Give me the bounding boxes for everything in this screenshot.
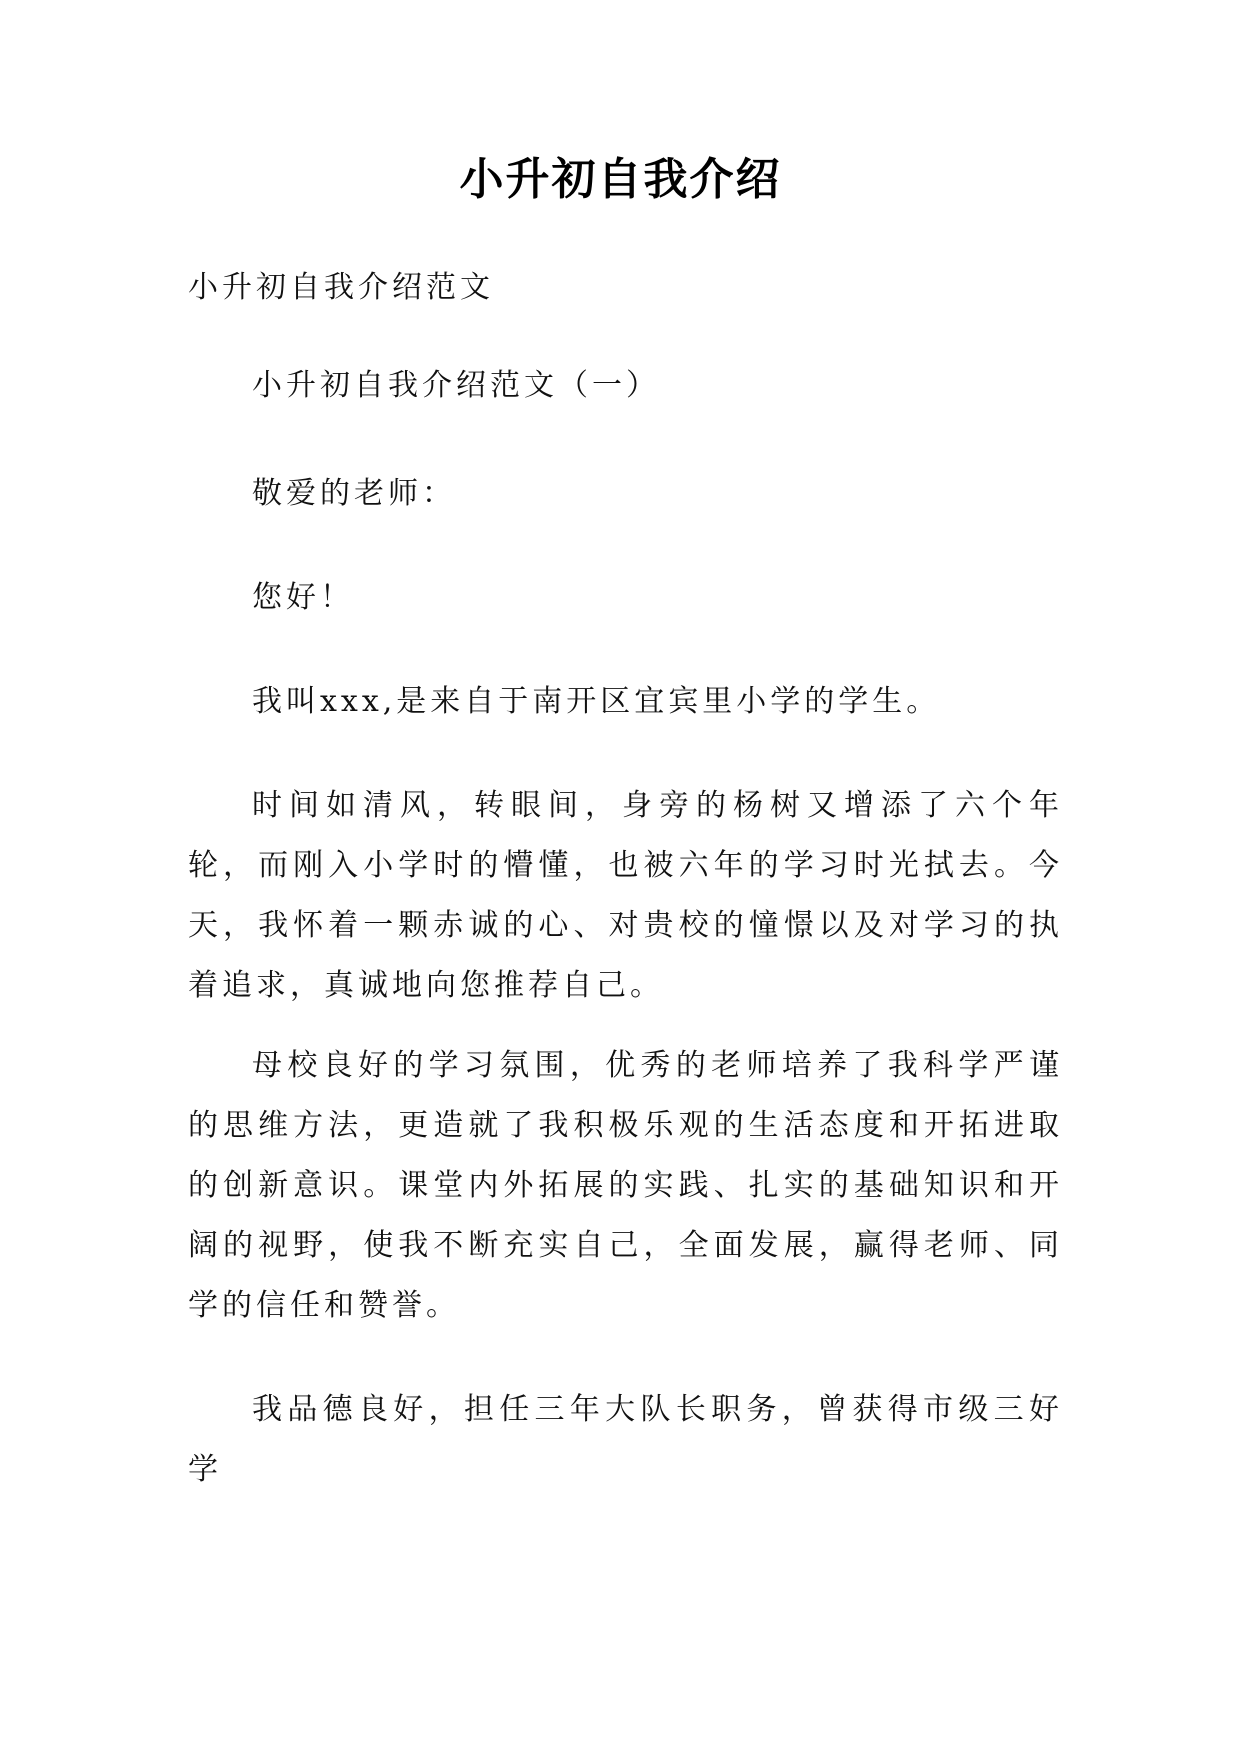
body-paragraph-3: 我品德良好，担任三年大队长职务，曾获得市级三好学 [188, 1392, 1063, 1487]
introduction-paragraph: 我叫xxx,是来自于南开区宜宾里小学的学生。 [252, 684, 941, 719]
salutation-paragraph: 敬爱的老师： [252, 476, 456, 511]
body-paragraph-2: 母校良好的学习氛围，优秀的老师培养了我科学严谨的思维方法，更造就了我积极乐观的生活态度和开拓进取的创新意识。课堂内外拓展的实践、扎实的基础知识和开阔的视野，使我不断充实自己，全面发展，赢得老师、同学的信任和赞誉。 [188, 1048, 1063, 1323]
document-title: 小升初自我介绍 [459, 154, 782, 205]
greeting-paragraph: 您好！ [252, 580, 354, 615]
subtitle-paragraph: 小升初自我介绍范文 [188, 270, 494, 305]
section-heading-paragraph: 小升初自我介绍范文（一） [252, 368, 660, 403]
body-paragraph-1: 时间如清风，转眼间，身旁的杨树又增添了六个年轮，而刚入小学时的懵懂，也被六年的学习时光拭去。今天，我怀着一颗赤诚的心、对贵校的憧憬以及对学习的执着追求，真诚地向您推荐自己。 [188, 788, 1063, 1003]
